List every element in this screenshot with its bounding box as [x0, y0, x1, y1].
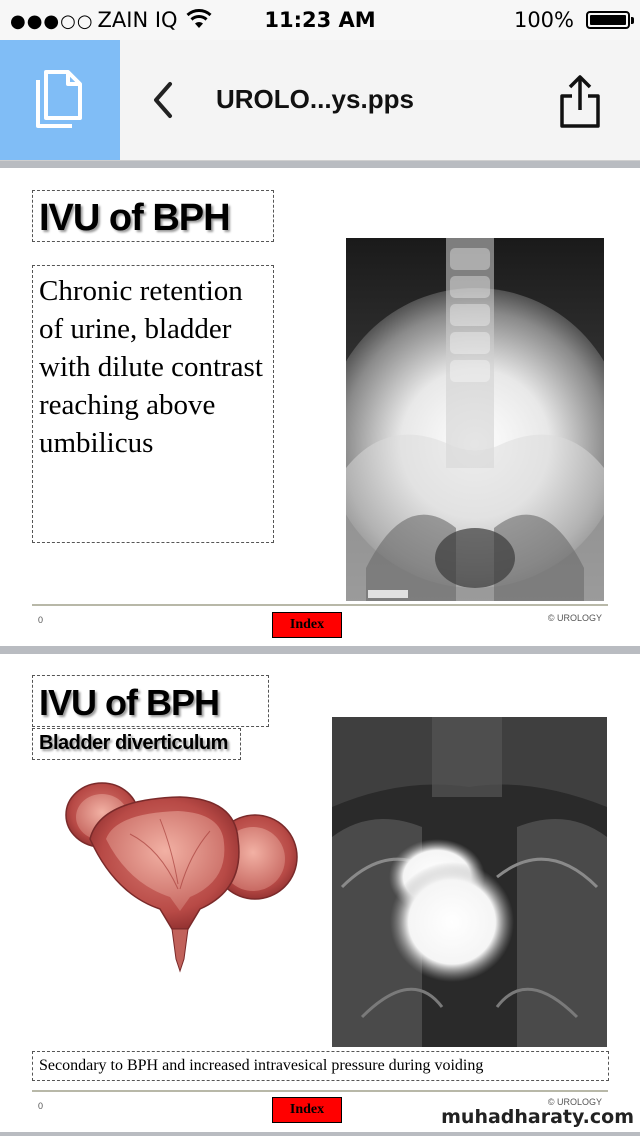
- slide-caption: Secondary to BPH and increased intravesical pressure during voiding: [39, 1057, 484, 1074]
- xray-image: [346, 238, 604, 601]
- slide-footer-line: [32, 604, 608, 606]
- chevron-left-icon[interactable]: [148, 80, 180, 120]
- slide-1[interactable]: [0, 168, 640, 646]
- slide-title: IVU of BPH: [39, 682, 220, 723]
- index-button[interactable]: Index: [272, 1097, 342, 1123]
- battery-percentage: 100%: [513, 8, 574, 32]
- bladder-illustration: [60, 779, 300, 974]
- slide-caption-box: [32, 1051, 609, 1081]
- xray-image: [332, 717, 607, 1047]
- slide-title-box: [32, 675, 269, 727]
- slide-title-box: [32, 190, 274, 242]
- slide-copyright: © UROLOGY: [547, 1097, 602, 1107]
- slide-number: 0: [38, 1101, 44, 1111]
- status-bar: [0, 0, 640, 40]
- index-button[interactable]: Index: [272, 612, 342, 638]
- document-title: UROLO...ys.pps: [216, 84, 414, 114]
- viewer-toolbar: [0, 40, 640, 161]
- share-icon[interactable]: [556, 74, 604, 130]
- document-toggle-button[interactable]: [0, 40, 120, 160]
- slide-footer-line: [32, 1090, 608, 1092]
- signal-strength-icon: ●●●○○: [10, 11, 94, 32]
- document-icon: [34, 70, 86, 130]
- slide-subtitle: Bladder diverticulum: [39, 732, 228, 754]
- slide-2[interactable]: [0, 654, 640, 1132]
- slide-title: IVU of BPH: [39, 197, 230, 239]
- clock: 11:23 AM: [264, 8, 376, 32]
- battery-icon: [586, 11, 630, 29]
- site-watermark: muhadharaty.com: [441, 1106, 634, 1128]
- slide-body-text: Chronic retention of urine, bladder with dilute contrast reaching above umbilicus: [39, 275, 263, 459]
- slide-body-box: [32, 265, 274, 543]
- slide-number: 0: [38, 615, 44, 625]
- slide-copyright: © UROLOGY: [547, 613, 602, 623]
- slide-subtitle-box: [32, 728, 241, 760]
- carrier-name: ZAIN IQ: [97, 8, 178, 32]
